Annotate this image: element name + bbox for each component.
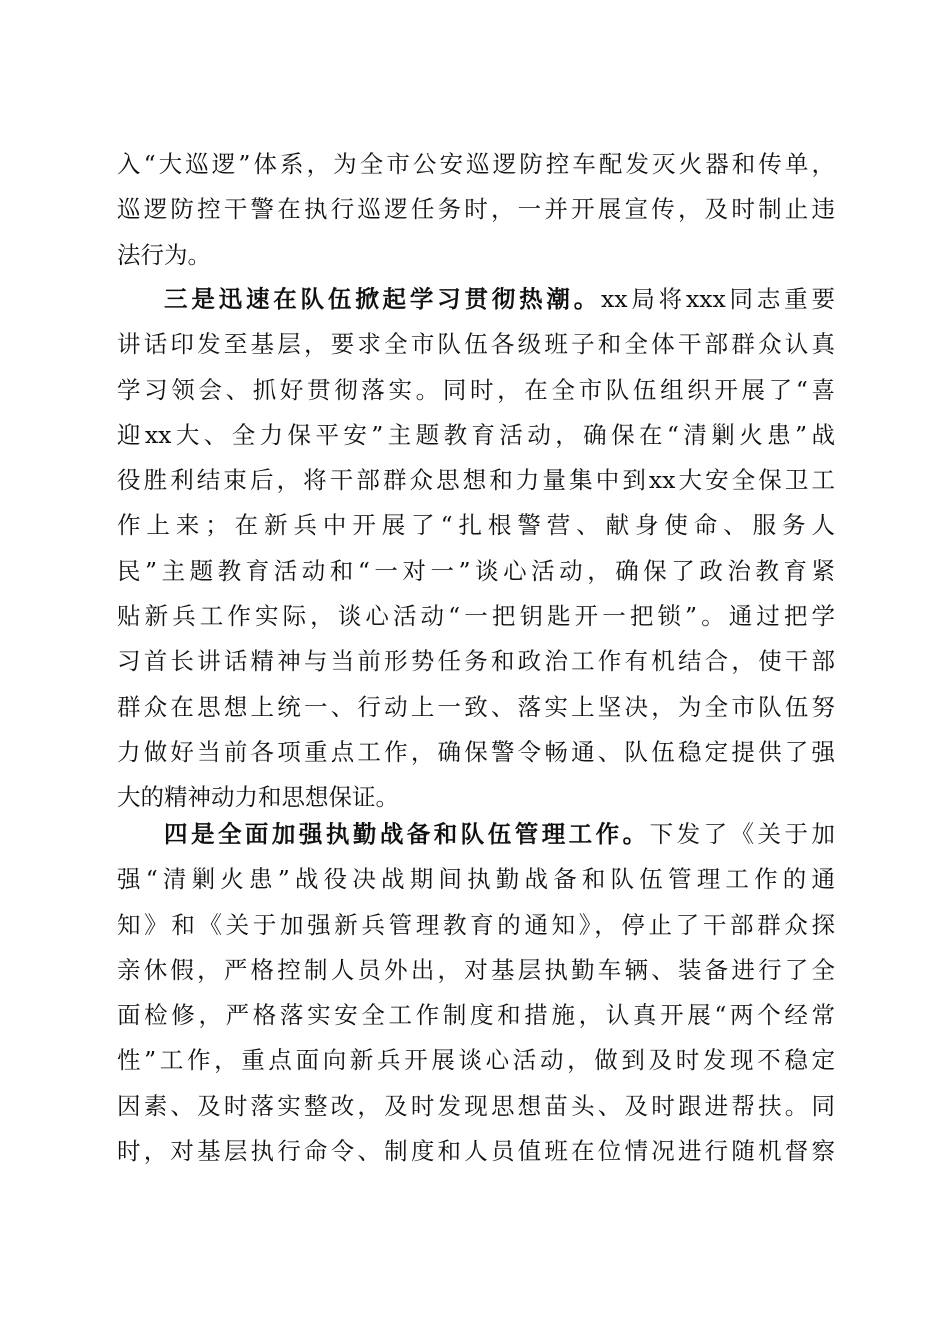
paragraph-heading: 三是迅速在队伍掀起学习贯彻热潮。 (164, 285, 602, 313)
text-line: 讲话印发至基层，要求全市队伍各级班子和全体干部群众认真 (117, 330, 835, 359)
text-line: 学习领会、抓好贯彻落实。同时，在全市队伍组织开展了“喜 (117, 375, 835, 404)
text-span: 下发了《关于加 (649, 820, 835, 848)
text-span: xx局将xxx同志重要 (601, 285, 835, 313)
paragraph-duty-readiness (117, 812, 835, 1174)
text-line: 力做好当前各项重点工作，确保警令畅通、队伍稳定提供了强 (117, 737, 835, 766)
text-line: 亲休假，严格控制人员外出，对基层执勤车辆、装备进行了全 (117, 955, 835, 984)
paragraph-heading: 四是全面加强执勤战备和队伍管理工作。 (164, 820, 650, 848)
text-line: 习首长讲话精神与当前形势任务和政治工作有机结合，使干部 (117, 647, 835, 676)
text-line: 贴新兵工作实际，谈心活动“一把钥匙开一把锁”。通过把学 (117, 602, 835, 631)
text-line: 法行为。 (117, 240, 211, 269)
text-line: 入“大巡逻”体系，为全市公安巡逻防控车配发灭火器和传单， (117, 150, 835, 178)
text-line: 巡逻防控干警在执行巡逻任务时，一并开展宣传，及时制止违 (117, 195, 835, 224)
text-line: 时，对基层执行命令、制度和人员值班在位情况进行随机督察 (117, 1137, 835, 1166)
text-line: 役胜利结束后，将干部群众思想和力量集中到xx大安全保卫工 (117, 466, 835, 495)
paragraph-first-line (117, 812, 835, 857)
text-line: 大的精神动力和思想保证。 (117, 783, 399, 812)
text-line: 强“清剿火患”战役决战期间执勤战备和队伍管理工作的通 (117, 865, 835, 894)
paragraph-patrol-publicity (117, 142, 835, 278)
text-line: 面检修，严格落实安全工作制度和措施，认真开展“两个经常 (117, 1001, 835, 1030)
text-line: 知》和《关于加强新兵管理教育的通知》，停止了干部群众探 (117, 910, 835, 939)
text-line: 性”工作，重点面向新兵开展谈心活动，做到及时发现不稳定 (117, 1046, 835, 1075)
text-line: 因素、及时落实整改，及时发现思想苗头、及时跟进帮扶。同 (117, 1091, 835, 1120)
text-line: 群众在思想上统一、行动上一致、落实上坚决，为全市队伍努 (117, 692, 835, 721)
text-line: 迎xx大、全力保平安”主题教育活动，确保在“清剿火患”战 (117, 420, 835, 449)
paragraph-study-campaign (117, 277, 835, 821)
text-line: 作上来；在新兵中开展了“扎根警营、献身使命、服务人 (117, 511, 835, 540)
text-line: 民”主题教育活动和“一对一”谈心活动，确保了政治教育紧 (117, 556, 835, 585)
paragraph-first-line (117, 277, 835, 322)
